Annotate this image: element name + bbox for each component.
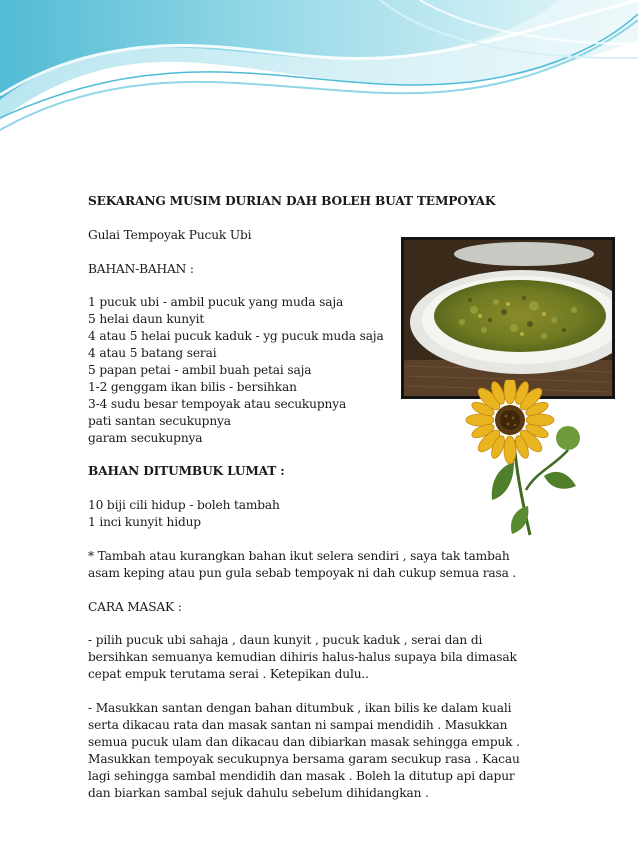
sunflower-icon — [456, 380, 584, 540]
dish-photo — [401, 237, 615, 399]
paste-item: 10 biji cili hidup - boleh tambah — [88, 498, 280, 513]
ingredients-heading: BAHAN-BAHAN : — [88, 261, 194, 276]
step1-line: bersihkan semuanya kemudian dihiris halus-halus supaya bila dimasak — [88, 650, 517, 665]
ingredient-item: 3-4 sudu besar tempoyak atau secukupnya — [88, 396, 347, 411]
ingredient-item: garam secukupnya — [88, 430, 203, 445]
ingredient-item: 1 pucuk ubi - ambil pucuk yang muda saja — [88, 295, 344, 310]
recipe-name: Gulai Tempoyak Pucuk Ubi — [88, 227, 252, 242]
ingredient-item: pati santan secukupnya — [88, 413, 231, 428]
ingredient-item: 4 atau 5 batang serai — [88, 346, 217, 361]
note-line: asam keping atau pun gula sebab tempoyak ni dah cukup semua rasa . — [88, 565, 517, 580]
ingredient-item: 4 atau 5 helai pucuk kaduk - yg pucuk muda saja — [88, 329, 384, 344]
ingredient-item: 5 helai daun kunyit — [88, 312, 205, 327]
paste-item: 1 inci kunyit hidup — [88, 515, 201, 530]
dish-photo-drawing — [404, 240, 612, 396]
step1-line: cepat empuk terutama serai . Ketepikan dulu.. — [88, 667, 369, 682]
page-title: SEKARANG MUSIM DURIAN DAH BOLEH BUAT TEMPOYAK — [88, 194, 496, 208]
step2-line: serta dikacau rata dan masak santan ni sampai mendidih . Masukkan — [88, 717, 508, 732]
step2-line: dan biarkan sambal sejuk dahulu sebelum dihidangkan . — [88, 785, 429, 800]
note-line: * Tambah atau kurangkan bahan ikut selera sendiri , saya tak tambah — [88, 548, 510, 563]
ingredient-item: 1-2 genggam ikan bilis - bersihkan — [88, 379, 297, 394]
header-wave-decoration — [0, 0, 638, 170]
step2-line: Masukkan tempoyak secukupnya bersama garam secukup rasa . Kacau — [88, 751, 520, 766]
step2-line: semua pucuk ulam dan dikacau dan dibiarkan masak sehingga empuk . — [88, 734, 520, 749]
paste-heading: BAHAN DITUMBUK LUMAT : — [88, 464, 285, 479]
ingredient-item: 5 papan petai - ambil buah petai saja — [88, 363, 312, 378]
method-heading: CARA MASAK : — [88, 599, 182, 614]
step1-line: - pilih pucuk ubi sahaja , daun kunyit , pucuk kaduk , serai dan di — [88, 633, 483, 648]
step2-line: - Masukkan santan dengan bahan ditumbuk , ikan bilis ke dalam kuali — [88, 701, 512, 716]
step2-line: lagi sehingga sambal mendidih dan masak . Boleh la ditutup api dapur — [88, 768, 515, 783]
